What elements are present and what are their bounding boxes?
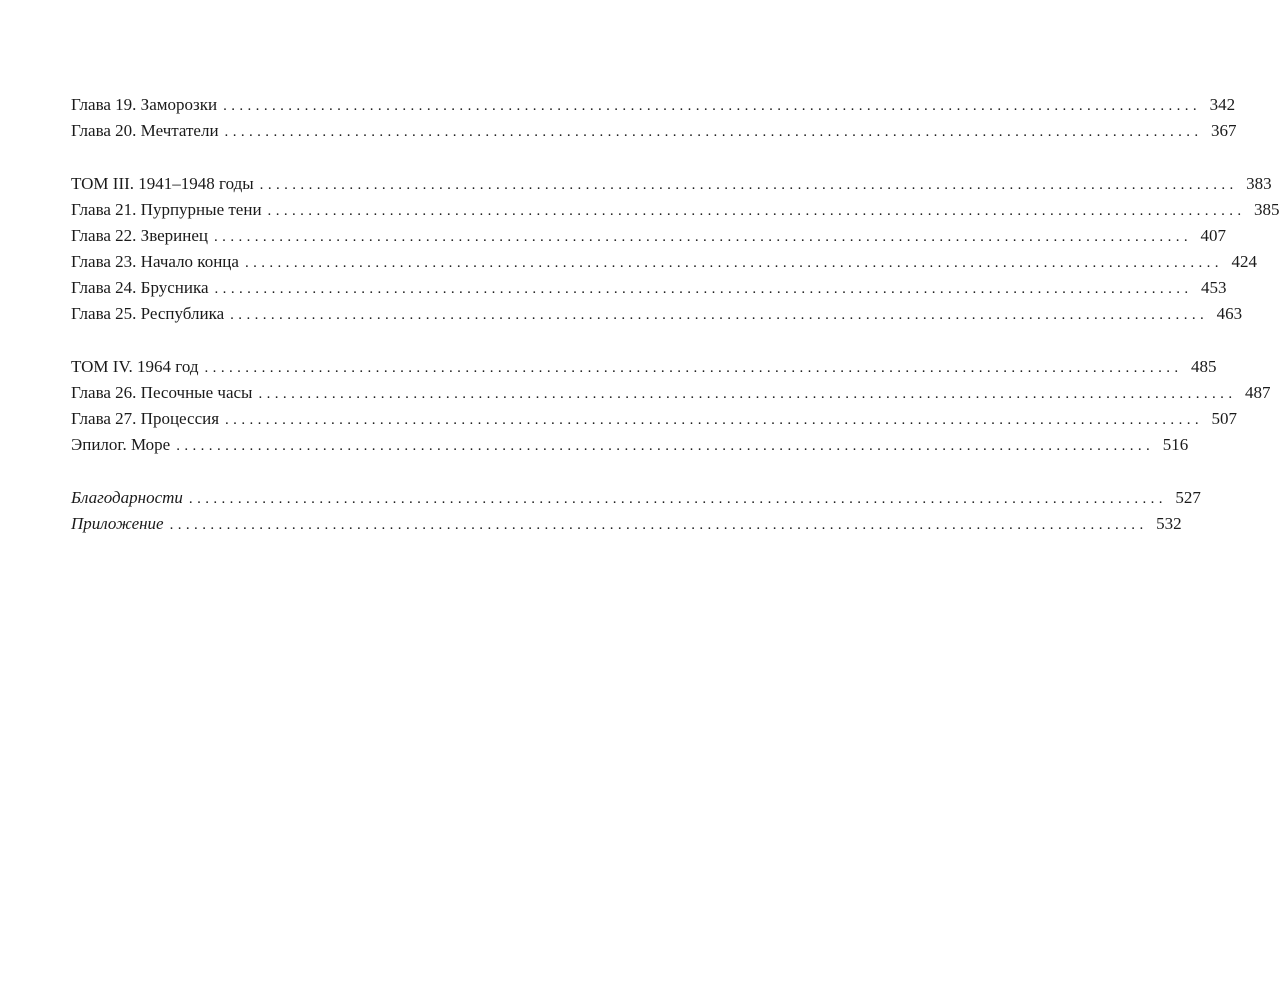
toc-entry[interactable] <box>71 354 1217 380</box>
toc-entry-title: Благодарности <box>71 488 183 507</box>
toc-entry[interactable] <box>71 171 1272 197</box>
dot-leader: ........................................................................................................................ <box>224 124 1203 140</box>
toc-entry-title: Глава 27. Процессия <box>71 409 220 428</box>
toc-entry[interactable] <box>71 406 1238 432</box>
toc-entry-page: 385 <box>1254 200 1280 219</box>
toc-entry-page: 516 <box>1162 435 1189 454</box>
dot-leader: ........................................................................................................................ <box>225 412 1204 428</box>
dot-leader: ........................................................................................................................ <box>188 491 1167 507</box>
toc-entry[interactable] <box>71 380 1271 406</box>
table-of-contents <box>71 92 1280 537</box>
toc-entry[interactable] <box>71 249 1257 275</box>
toc-entry-page: 367 <box>1211 121 1237 140</box>
toc-entry[interactable] <box>71 118 1237 144</box>
toc-group-end-of-tom-ii <box>71 92 1237 144</box>
toc-group-tom-iv <box>71 354 1271 458</box>
toc-entry-page: 487 <box>1244 383 1271 402</box>
toc-entry[interactable] <box>71 275 1227 301</box>
toc-entry-page: 527 <box>1175 488 1201 507</box>
dot-leader: ........................................................................................................................ <box>259 177 1238 193</box>
dot-leader: ........................................................................................................................ <box>244 255 1223 271</box>
dot-leader: ........................................................................................................................ <box>214 281 1193 297</box>
toc-entry-title: Глава 19. Заморозки <box>71 95 218 114</box>
toc-entry-title: Глава 24. Брусника <box>71 278 209 297</box>
toc-entry-title: Глава 22. Зверинец <box>71 226 209 245</box>
dot-leader: ........................................................................................................................ <box>267 203 1246 219</box>
toc-entry[interactable] <box>71 511 1182 537</box>
toc-entry[interactable] <box>71 432 1189 458</box>
toc-entry-title: Глава 21. Пурпурные тени <box>71 200 262 219</box>
dot-leader: ........................................................................................................................ <box>214 229 1193 245</box>
dot-leader: ........................................................................................................................ <box>230 307 1209 323</box>
dot-leader: ........................................................................................................................ <box>176 438 1155 454</box>
toc-entry[interactable] <box>71 301 1243 327</box>
toc-entry-title: Приложение <box>71 514 164 533</box>
toc-entry[interactable] <box>71 223 1227 249</box>
toc-group-tom-iii <box>71 171 1280 327</box>
toc-entry-title: Глава 23. Начало конца <box>71 252 239 271</box>
dot-leader: ........................................................................................................................ <box>223 98 1202 114</box>
toc-entry-page: 407 <box>1200 226 1227 245</box>
dot-leader: ........................................................................................................................ <box>169 517 1148 533</box>
toc-entry-page: 463 <box>1216 304 1243 323</box>
toc-entry-title: Глава 25. Республика <box>71 304 225 323</box>
toc-entry-page: 453 <box>1201 278 1227 297</box>
toc-entry-title: Глава 26. Песочные часы <box>71 383 253 402</box>
toc-entry-title: ТОМ IV. 1964 год <box>71 357 199 376</box>
dot-leader: ........................................................................................................................ <box>258 386 1237 402</box>
toc-group-back-matter <box>71 485 1201 537</box>
toc-entry-title: Эпилог. Море <box>71 435 171 454</box>
toc-entry[interactable] <box>71 92 1236 118</box>
toc-entry[interactable] <box>71 197 1280 223</box>
dot-leader: ........................................................................................................................ <box>204 360 1183 376</box>
toc-entry-page: 342 <box>1209 95 1236 114</box>
toc-entry-title: Глава 20. Мечтатели <box>71 121 219 140</box>
toc-entry-page: 485 <box>1191 357 1217 376</box>
toc-entry-title: ТОМ III. 1941–1948 годы <box>71 174 254 193</box>
toc-entry-page: 424 <box>1231 252 1257 271</box>
toc-entry[interactable] <box>71 485 1201 511</box>
toc-entry-page: 383 <box>1246 174 1272 193</box>
toc-entry-page: 507 <box>1211 409 1238 428</box>
toc-entry-page: 532 <box>1156 514 1182 533</box>
